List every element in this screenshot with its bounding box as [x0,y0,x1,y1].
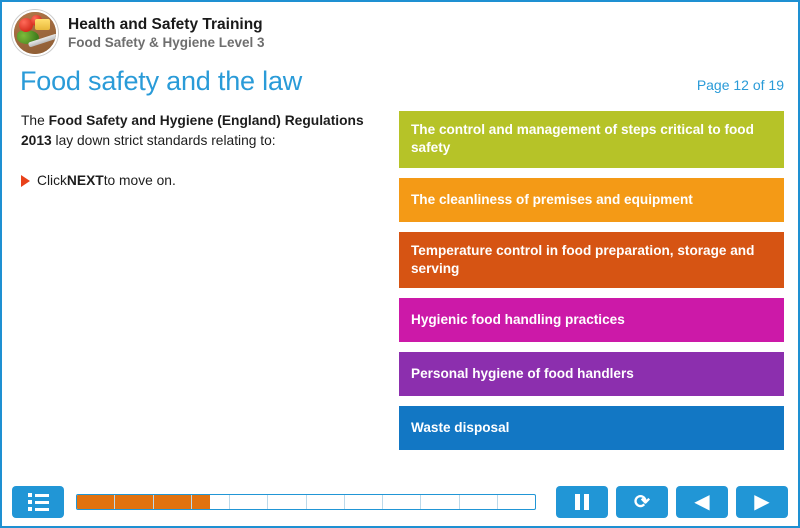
page-title-row [2,66,798,97]
list-menu-icon [28,493,49,511]
regulation-bar-label: The control and management of steps critical to food safety [411,122,754,156]
pause-button[interactable] [556,486,608,518]
course-title: Health and Safety Training [68,15,263,33]
regulation-bar [399,352,784,396]
regulation-bar-label: Temperature control in food preparation, storage and serving [411,242,755,277]
intro-suffix: lay down strict standards relating to: [51,133,276,148]
progress-bar[interactable] [76,494,536,510]
regulation-bar-label: Personal hygiene of food handlers [411,366,634,382]
slide-text-column [21,111,399,460]
regulation-bar [399,178,784,222]
slide-body [2,97,798,460]
playback-controls [548,486,788,518]
arrow-right-icon: ▶ [754,491,770,513]
arrow-left-icon: ◀ [694,491,710,513]
regulation-bars-column [399,111,784,460]
replay-icon: ⟳ [634,491,650,513]
course-logo-icon [12,10,58,56]
intro-prefix: The [21,113,49,128]
progress-ticks [77,495,535,509]
regulation-bar [399,232,784,289]
replay-button[interactable] [616,486,668,518]
next-prefix: Click [37,173,67,188]
regulation-bar-label: Hygienic food handling practices [411,312,625,328]
triangle-bullet-icon [21,175,30,187]
click-next-instruction [21,173,391,188]
next-button[interactable] [736,486,788,518]
pause-icon [575,494,589,510]
next-suffix: to move on. [103,173,176,188]
regulation-bar-label: The cleanliness of premises and equipment [411,191,693,207]
regulation-bar [399,298,784,342]
intro-paragraph [21,111,391,151]
intro-bold: Food Safety and Hygiene (England) Regulations 2013 [21,113,364,148]
back-button[interactable] [676,486,728,518]
menu-button[interactable] [12,486,64,518]
regulation-bar-label: Waste disposal [411,420,510,436]
page-counter: Page 12 of 19 [696,77,784,93]
player-toolbar [2,478,798,526]
course-header [2,2,798,60]
course-subtitle: Food Safety & Hygiene Level 3 [68,34,265,50]
regulation-bar [399,111,784,168]
page-title: Food safety and the law [20,66,303,96]
regulation-bar [399,406,784,450]
next-bold: NEXT [66,173,104,188]
